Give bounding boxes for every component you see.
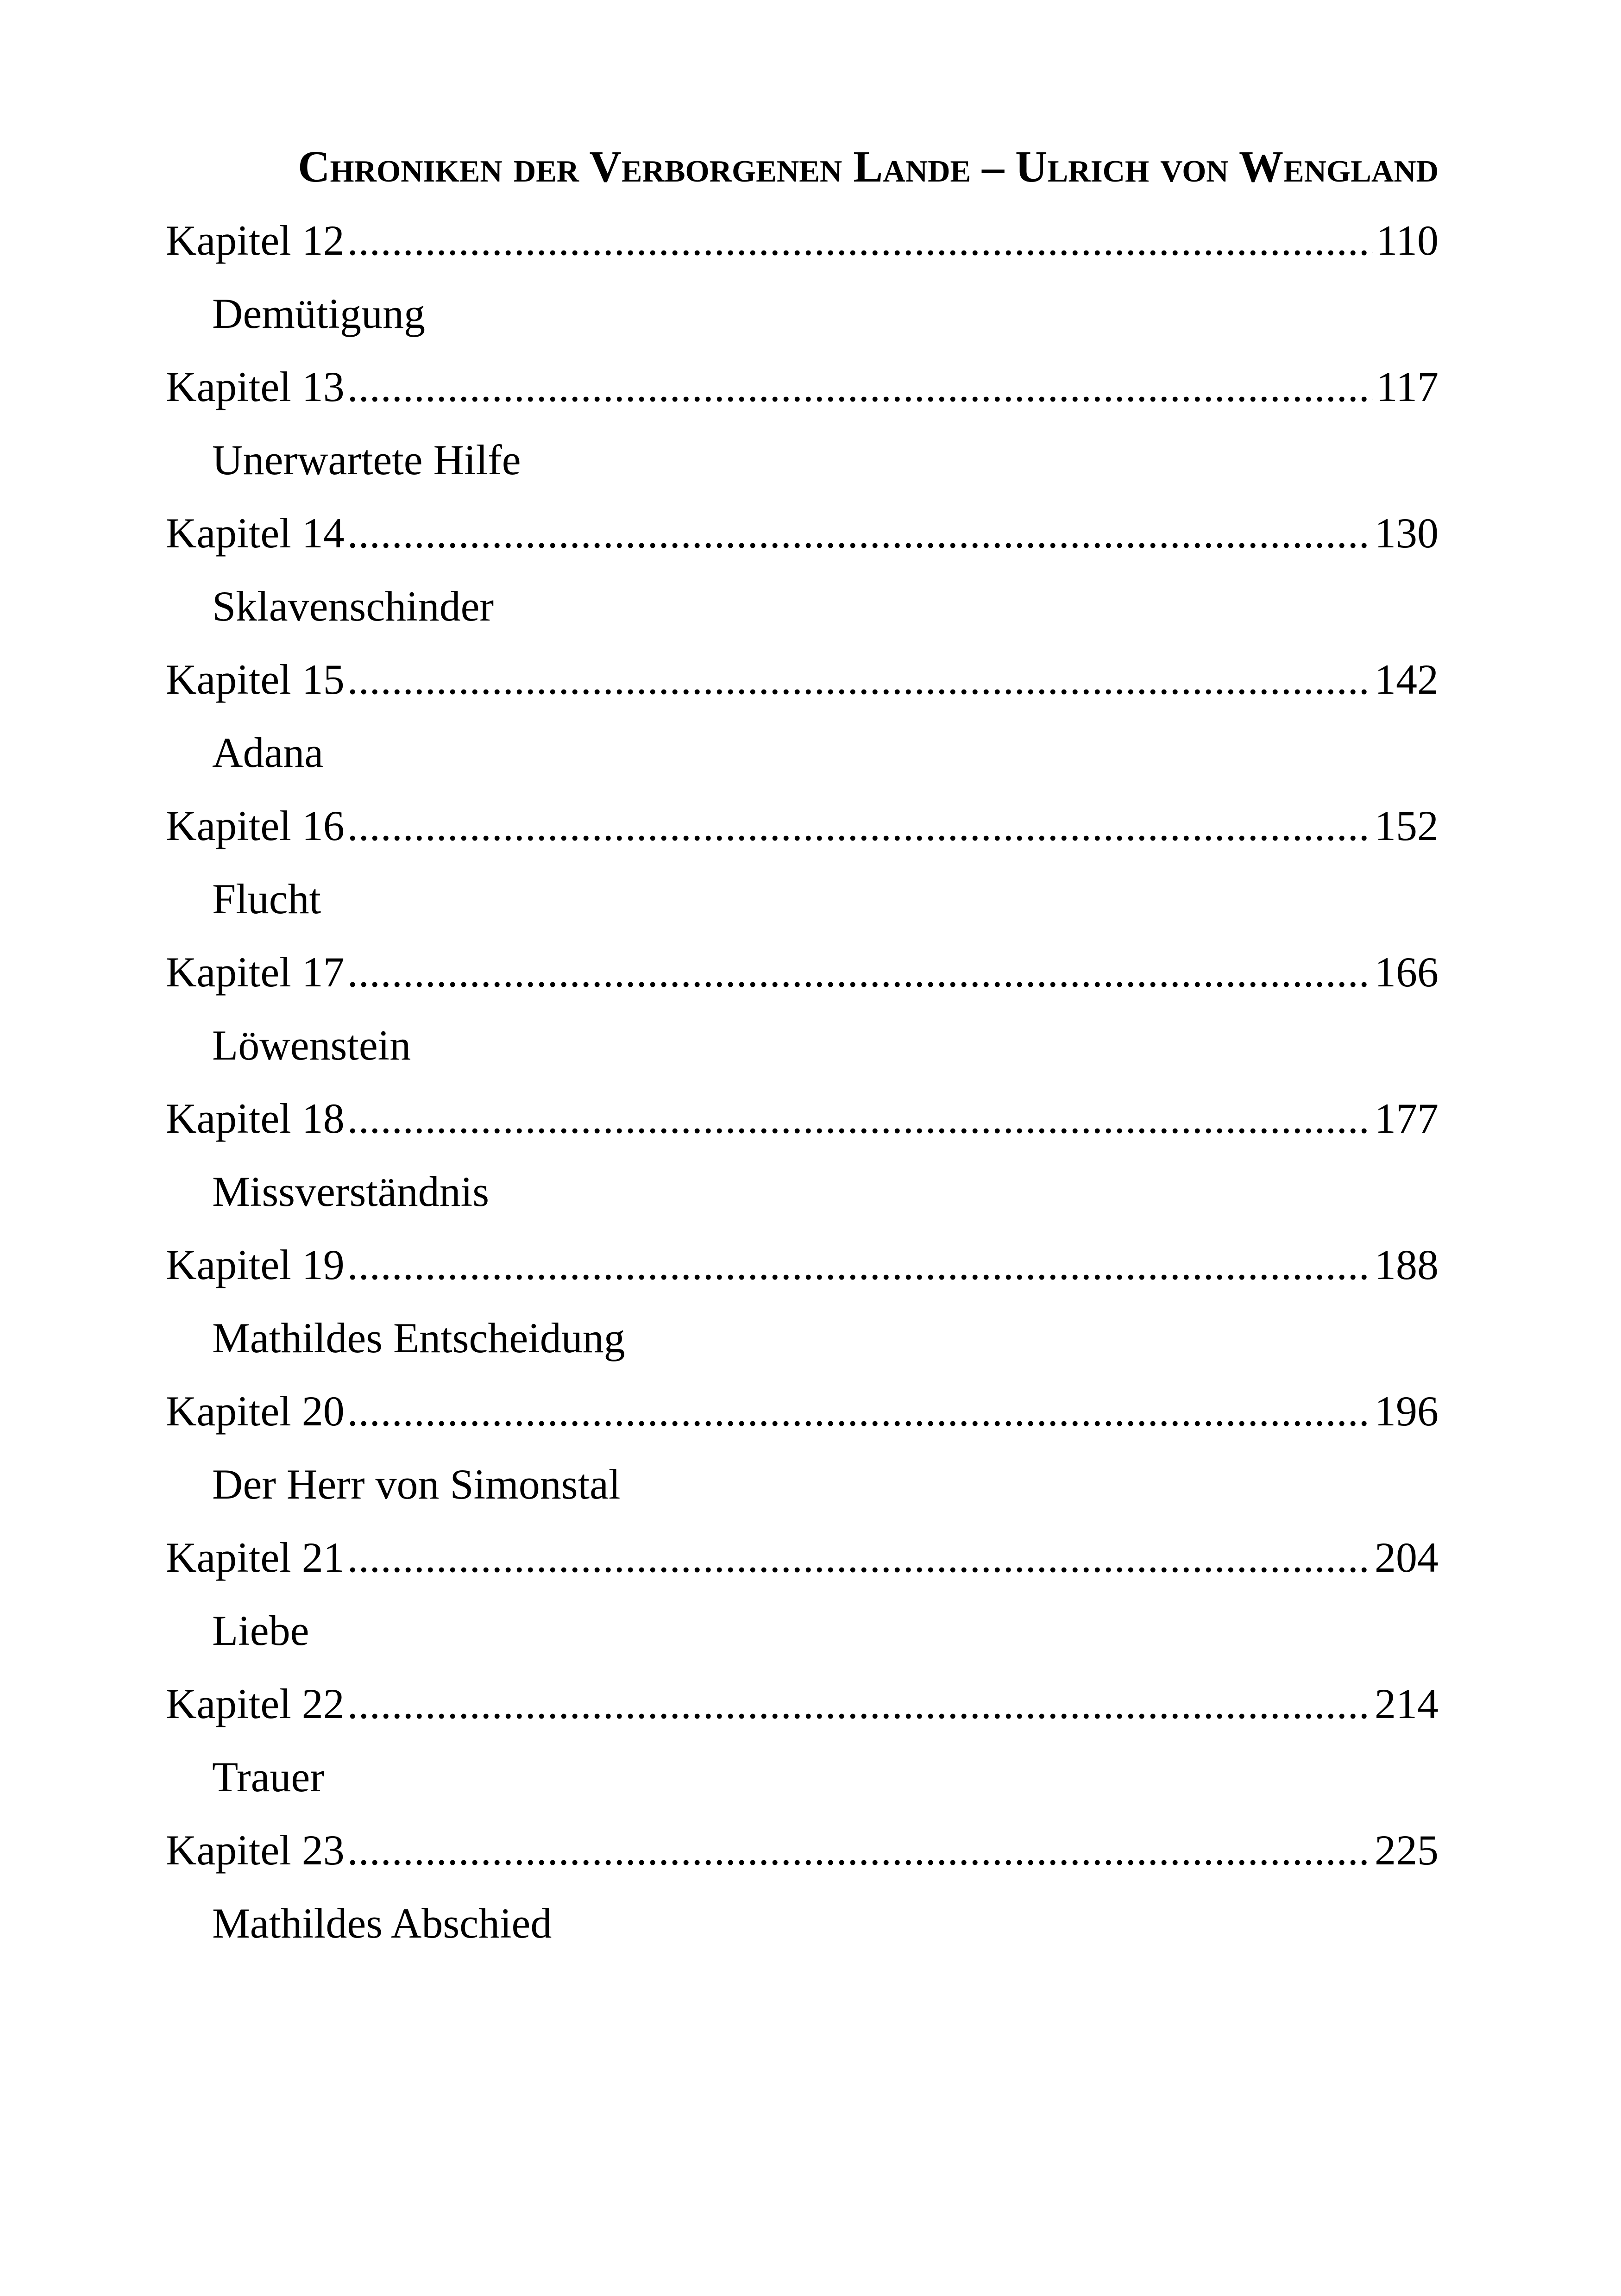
dot-leader xyxy=(347,1813,1372,1887)
chapter-line xyxy=(166,496,1439,570)
chapter-label: Kapitel 16 xyxy=(166,802,345,849)
chapter-title: Missverständnis xyxy=(212,1168,489,1215)
chapter-label: Kapitel 18 xyxy=(166,1095,345,1142)
chapter-label: Kapitel 12 xyxy=(166,217,345,264)
chapter-line xyxy=(166,1813,1439,1887)
book-page xyxy=(166,139,1439,1960)
chapter-line xyxy=(166,789,1439,862)
toc-entry xyxy=(166,1813,1439,1960)
page-number: 196 xyxy=(1375,1387,1439,1435)
toc-entry xyxy=(166,1667,1439,1813)
chapter-title: Mathildes Entscheidung xyxy=(212,1314,625,1361)
dot-leader xyxy=(347,204,1374,277)
page-number: 166 xyxy=(1375,948,1439,996)
table-of-contents xyxy=(166,204,1439,1960)
toc-entry xyxy=(166,496,1439,643)
dot-leader xyxy=(347,1667,1372,1740)
toc-entry xyxy=(166,789,1439,935)
chapter-line xyxy=(166,1082,1439,1155)
dot-leader xyxy=(347,1082,1372,1155)
page-number: 142 xyxy=(1375,656,1439,703)
chapter-label: Kapitel 19 xyxy=(166,1241,345,1288)
page-number: 117 xyxy=(1376,363,1439,410)
page-number: 110 xyxy=(1376,217,1439,264)
chapter-label: Kapitel 15 xyxy=(166,656,345,703)
chapter-line xyxy=(166,1228,1439,1301)
chapter-line xyxy=(166,1521,1439,1594)
chapter-label: Kapitel 14 xyxy=(166,509,345,557)
dot-leader xyxy=(347,350,1374,423)
dot-leader xyxy=(347,496,1372,570)
toc-entry xyxy=(166,204,1439,350)
chapter-title: Mathildes Abschied xyxy=(212,1900,552,1947)
page-number: 204 xyxy=(1375,1534,1439,1581)
page-number: 214 xyxy=(1375,1680,1439,1727)
dot-leader xyxy=(347,1228,1372,1301)
chapter-title: Löwenstein xyxy=(212,1022,411,1069)
page-number: 188 xyxy=(1375,1241,1439,1288)
running-head: Chroniken der Verborgenen Lande – Ulrich von Wengland xyxy=(298,142,1439,191)
chapter-title: Der Herr von Simonstal xyxy=(212,1461,621,1508)
chapter-title: Unerwartete Hilfe xyxy=(212,436,521,483)
chapter-line xyxy=(166,1667,1439,1740)
dot-leader xyxy=(347,789,1372,862)
chapter-label: Kapitel 20 xyxy=(166,1387,345,1435)
chapter-label: Kapitel 13 xyxy=(166,363,345,410)
dot-leader xyxy=(347,935,1372,1009)
page-number: 152 xyxy=(1375,802,1439,849)
toc-entry xyxy=(166,1228,1439,1374)
chapter-line xyxy=(166,1374,1439,1448)
toc-entry xyxy=(166,1374,1439,1521)
page-number: 225 xyxy=(1375,1826,1439,1874)
chapter-line xyxy=(166,935,1439,1009)
page-number: 130 xyxy=(1375,509,1439,557)
chapter-label: Kapitel 23 xyxy=(166,1826,345,1874)
chapter-title: Sklavenschinder xyxy=(212,583,494,630)
chapter-line xyxy=(166,643,1439,716)
chapter-line xyxy=(166,204,1439,277)
chapter-label: Kapitel 17 xyxy=(166,948,345,996)
chapter-title: Adana xyxy=(212,729,324,776)
chapter-label: Kapitel 21 xyxy=(166,1534,345,1581)
toc-entry xyxy=(166,1082,1439,1228)
dot-leader xyxy=(347,1521,1372,1594)
dot-leader xyxy=(347,1374,1372,1448)
chapter-title: Trauer xyxy=(212,1753,324,1800)
page-number: 177 xyxy=(1375,1095,1439,1142)
chapter-title: Demütigung xyxy=(212,290,425,337)
chapter-title: Flucht xyxy=(212,875,321,922)
toc-entry xyxy=(166,935,1439,1082)
toc-entry xyxy=(166,643,1439,789)
dot-leader xyxy=(347,643,1372,716)
toc-entry xyxy=(166,1521,1439,1667)
toc-entry xyxy=(166,350,1439,496)
chapter-label: Kapitel 22 xyxy=(166,1680,345,1727)
chapter-title: Liebe xyxy=(212,1607,309,1654)
chapter-line xyxy=(166,350,1439,423)
